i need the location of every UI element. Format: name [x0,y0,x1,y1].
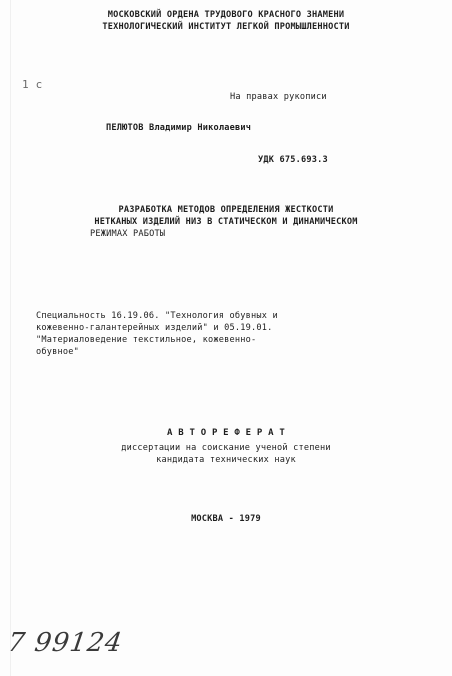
specialty-line-4: обувное" [36,347,79,357]
specialty-line-2: кожевенно-галантерейных изделий" и 05.19.01. [36,323,273,333]
manuscript-note: На правах рукописи [230,92,327,102]
place-year: МОСКВА - 1979 [191,514,261,524]
specialty-line-1: Специальность 16.19.06. "Технология обувных и [36,311,278,321]
author-name: ПЕЛЮТОВ Владимир Николаевич [106,123,252,133]
abstract-label: А В Т О Р Е Ф Е Р А Т [167,428,285,438]
title-line-2: НЕТКАНЫХ ИЗДЕЛИЙ НИЗ В СТАТИЧЕСКОМ И ДИНАМИЧЕСКОМ [94,217,358,227]
margin-mark: 1 с [22,78,43,91]
title-line-1: РАЗРАБОТКА МЕТОДОВ ОПРЕДЕЛЕНИЯ ЖЕСТКОСТИ [118,205,334,215]
title-line-3: РЕЖИМАХ РАБОТЫ [90,229,166,239]
dissertation-line-2: кандидата технических наук [156,455,296,465]
dissertation-line-1: диссертации на соискание ученой степени [121,443,331,453]
page-edge-shadow [10,0,11,676]
specialty-line-3: "Материаловедение текстильное, кожевенно- [36,335,257,345]
handwritten-inventory-number: 7 99124 [5,628,125,658]
udc-code: УДК 675.693.3 [258,155,328,165]
org-line-1: МОСКОВСКИЙ ОРДЕНА ТРУДОВОГО КРАСНОГО ЗНАМЕНИ [107,10,345,20]
org-line-2: ТЕХНОЛОГИЧЕСКИЙ ИНСТИТУТ ЛЕГКОЙ ПРОМЫШЛЕННОСТИ [102,22,350,32]
